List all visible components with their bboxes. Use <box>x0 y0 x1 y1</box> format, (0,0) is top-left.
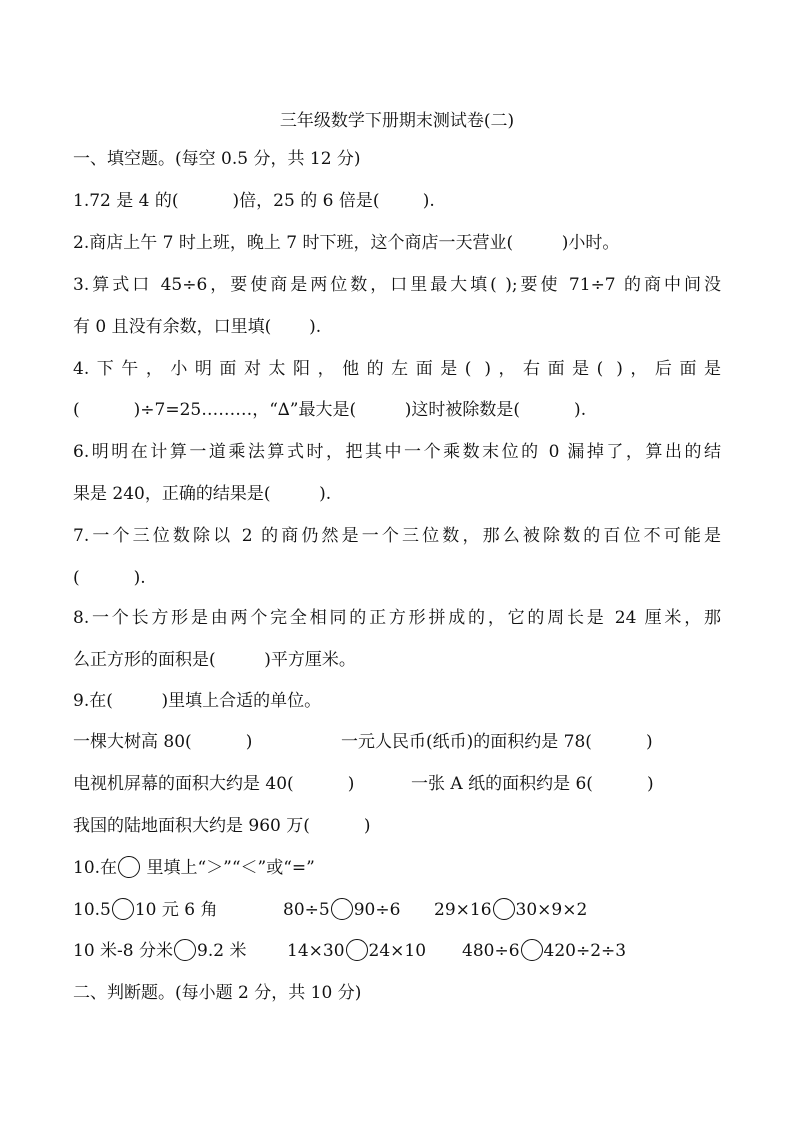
compare-item <box>462 939 626 962</box>
compare-left: 14×30 <box>287 941 345 961</box>
question-8-line-1: 8.一个长方形是由两个完全相同的正方形拼成的，它的周长是 24 厘米，那 <box>73 608 721 628</box>
question-6-line-1: 6.明明在计算一道乘法算式时，把其中一个乘数末位的 0 漏掉了，算出的结 <box>73 442 721 462</box>
question-2: 2.商店上午 7 时上班，晚上 7 时下班，这个商店一天营业( )小时。 <box>73 233 620 253</box>
question-3-line-1: 3.算式口 45÷6，要使商是两位数，口里最大填( );要使 71÷7 的商中间没 <box>73 275 721 295</box>
blank-circle-icon[interactable] <box>174 939 196 961</box>
compare-right: 9.2 米 <box>197 941 247 961</box>
compare-right: 420÷2÷3 <box>543 941 627 961</box>
blank-circle-icon <box>118 856 140 878</box>
blank-circle-icon[interactable] <box>112 898 134 920</box>
compare-item <box>287 939 426 962</box>
compare-left: 480÷6 <box>462 941 520 961</box>
q9-item-paper-area: 一张 A 纸的面积约是 6( ) <box>411 774 654 794</box>
q9-item-tree-height: 一棵大树高 80( ) <box>73 732 253 752</box>
blank-circle-icon[interactable] <box>331 898 353 920</box>
q10-prefix: 10.在 <box>73 858 118 878</box>
question-10 <box>73 856 315 879</box>
q9-item-land-area: 我国的陆地面积大约是 960 万( ) <box>73 816 371 836</box>
question-8-line-2: 么正方形的面积是( )平方厘米。 <box>73 650 356 670</box>
question-4-line-1: 4.下午，小明面对太阳，他的左面是( )，右面是( )，后面是 <box>73 359 721 379</box>
blank-circle-icon[interactable] <box>346 939 368 961</box>
compare-right: 90÷6 <box>353 900 401 920</box>
blank-circle-icon[interactable] <box>521 939 543 961</box>
compare-item <box>283 898 400 921</box>
question-7-line-1: 7.一个三位数除以 2 的商仍然是一个三位数，那么被除数的百位不可能是 <box>73 526 721 546</box>
question-7-line-2: ( ). <box>73 568 146 588</box>
compare-right: 30×9×2 <box>515 900 588 920</box>
compare-right: 24×10 <box>368 941 427 961</box>
question-3-line-2: 有 0 且没有余数，口里填( ). <box>73 317 322 337</box>
compare-left: 80÷5 <box>283 900 330 920</box>
compare-left: 29×16 <box>434 900 492 920</box>
question-4-line-2: ( )÷7=25………，“∆”最大是( )这时被除数是( ). <box>73 400 587 420</box>
page-title: 三年级数学下册期末测试卷(二) <box>279 111 515 131</box>
compare-right: 10 元 6 角 <box>134 900 218 920</box>
q9-item-tv-screen-area: 电视机屏幕的面积大约是 40( ) <box>73 774 355 794</box>
question-6-line-2: 果是 240，正确的结果是( ). <box>73 484 332 504</box>
q10-suffix: 里填上“＞”“＜”或“=” <box>141 858 315 878</box>
section-heading-true-false: 二、判断题。(每小题 2 分，共 10 分) <box>73 983 362 1003</box>
blank-circle-icon[interactable] <box>493 898 515 920</box>
compare-item <box>73 939 246 962</box>
question-1: 1.72 是 4 的( )倍，25 的 6 倍是( ). <box>73 191 435 211</box>
question-9: 9.在( )里填上合适的单位。 <box>73 691 322 711</box>
compare-left: 10.5 <box>73 900 111 920</box>
compare-left: 10 米-8 分米 <box>73 941 173 961</box>
section-heading-fill-blank: 一、填空题。(每空 0.5 分，共 12 分) <box>73 149 361 169</box>
compare-item <box>434 898 587 921</box>
q9-item-banknote-area: 一元人民币(纸币)的面积约是 78( ) <box>341 732 653 752</box>
compare-item <box>73 898 218 921</box>
